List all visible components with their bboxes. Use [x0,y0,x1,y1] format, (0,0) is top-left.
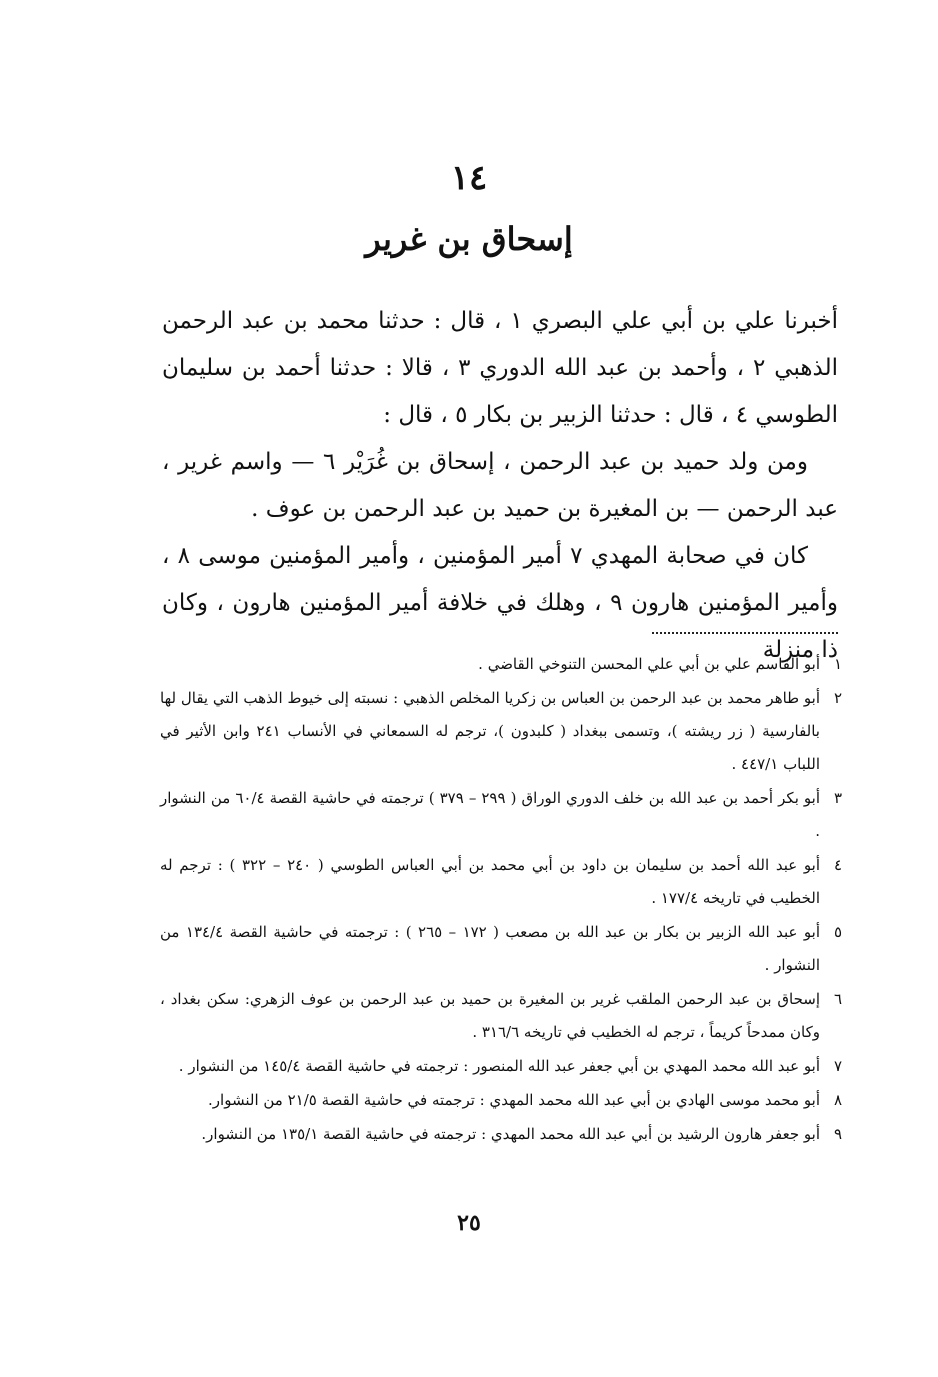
footnote-number: ١ [833,655,842,673]
footnote-number: ٧ [833,1057,842,1075]
footnote-number: ٥ [833,923,842,941]
footnote [160,983,842,1049]
footnote-text: أبو بكر أحمد بن عبد الله بن خلف الدوري الوراق ( ٢٩٩ – ٣٧٩ ) ترجمته في حاشية القصة ٦٠/٤ من النشوار . [160,789,820,840]
footnote [160,1118,842,1151]
footnote-text: أبو عبد الله أحمد بن سليمان بن داود بن أبي محمد بن أبي العباس الطوسي ( ٢٤٠ – ٣٢٢ ) : ترجم له الخطيب في تاريخه ١٧٧/٤ . [160,856,820,907]
footnote [160,1050,842,1083]
footnote-text: إسحاق بن عبد الرحمن الملقب غرير بن المغيرة بن حميد بن عبد الرحمن بن عوف الزهري: سكن بغداد ، وكان ممدحاً كريماً ، ترجم له الخطيب في تاريخه ٣١٦/٦ . [160,990,820,1041]
footnote-number: ٤ [833,856,842,874]
footnote [160,682,842,781]
footnote-number: ٩ [833,1125,842,1143]
paragraph-1: أخبرنا علي بن أبي علي البصري ١ ، قال : حدثنا محمد بن عبد الرحمن الذهبي ٢ ، وأحمد بن عبد الله الدوري ٣ ، قالا : حدثنا أحمد بن سليمان الطوسي ٤ ، قال : حدثنا الزبير بن بكار ٥ ، قال : [162,308,838,428]
paragraph-2: ومن ولد حميد بن عبد الرحمن ، إسحاق بن غُرَيْر ٦ — واسم غرير ، عبد الرحمن — بن المغيرة بن حميد بن عبد الرحمن بن عوف . [162,449,838,522]
main-text [162,298,838,674]
footnote-text: أبو القاسم علي بن أبي علي المحسن التنوخي القاضي . [478,655,820,673]
paragraph-3: كان في صحابة المهدي ٧ أمير المؤمنين ، وأمير المؤمنين موسى ٨ ، وأمير المؤمنين هارون ٩ ، وهلك في خلافة أمير المؤمنين هارون ، وكان ذا منزلة [162,543,838,663]
footnote-number: ٣ [833,789,842,807]
footnote-text: أبو محمد موسى الهادي بن أبي عبد الله محمد المهدي : ترجمته في حاشية القصة ٢١/٥ من النشوار. [208,1091,820,1109]
footnote-divider [652,632,838,634]
footnote [160,648,842,681]
footnote-text: أبو طاهر محمد بن عبد الرحمن بن العباس بن زكريا المخلص الذهبي : نسبته إلى خيوط الذهب التي يقال لها بالفارسية ( زر ريشته )، وتسمى ببغداد ( كلبدون )، ترجم له السمعاني في الأنساب ٢٤١ وابن الأثير في اللباب ٤٤٧/١ . [160,689,820,773]
footnote [160,849,842,915]
footnote-number: ٦ [833,990,842,1008]
footnote [160,1084,842,1117]
footnote-text: أبو عبد الله الزبير بن بكار بن عبد الله بن مصعب ( ١٧٢ – ٢٦٥ ) : ترجمته في حاشية القصة ١٣٤/٤ من النشوار . [160,923,820,974]
footnotes-list [160,648,842,1152]
footnote-number: ٢ [833,689,842,707]
page-number: ٢٥ [457,1210,481,1236]
chapter-title: إسحاق بن غرير [365,220,573,258]
footnote [160,916,842,982]
chapter-number: ١٤ [450,158,488,198]
footnote-number: ٨ [833,1091,842,1109]
footnote [160,782,842,848]
footnote-text: أبو جعفر هارون الرشيد بن أبي عبد الله محمد المهدي : ترجمته في حاشية القصة ١٣٥/١ من النشوار. [201,1125,820,1143]
footnote-text: أبو عبد الله محمد المهدي بن أبي جعفر عبد الله المنصور : ترجمته في حاشية القصة ١٤٥/٤ من النشوار . [178,1057,820,1075]
